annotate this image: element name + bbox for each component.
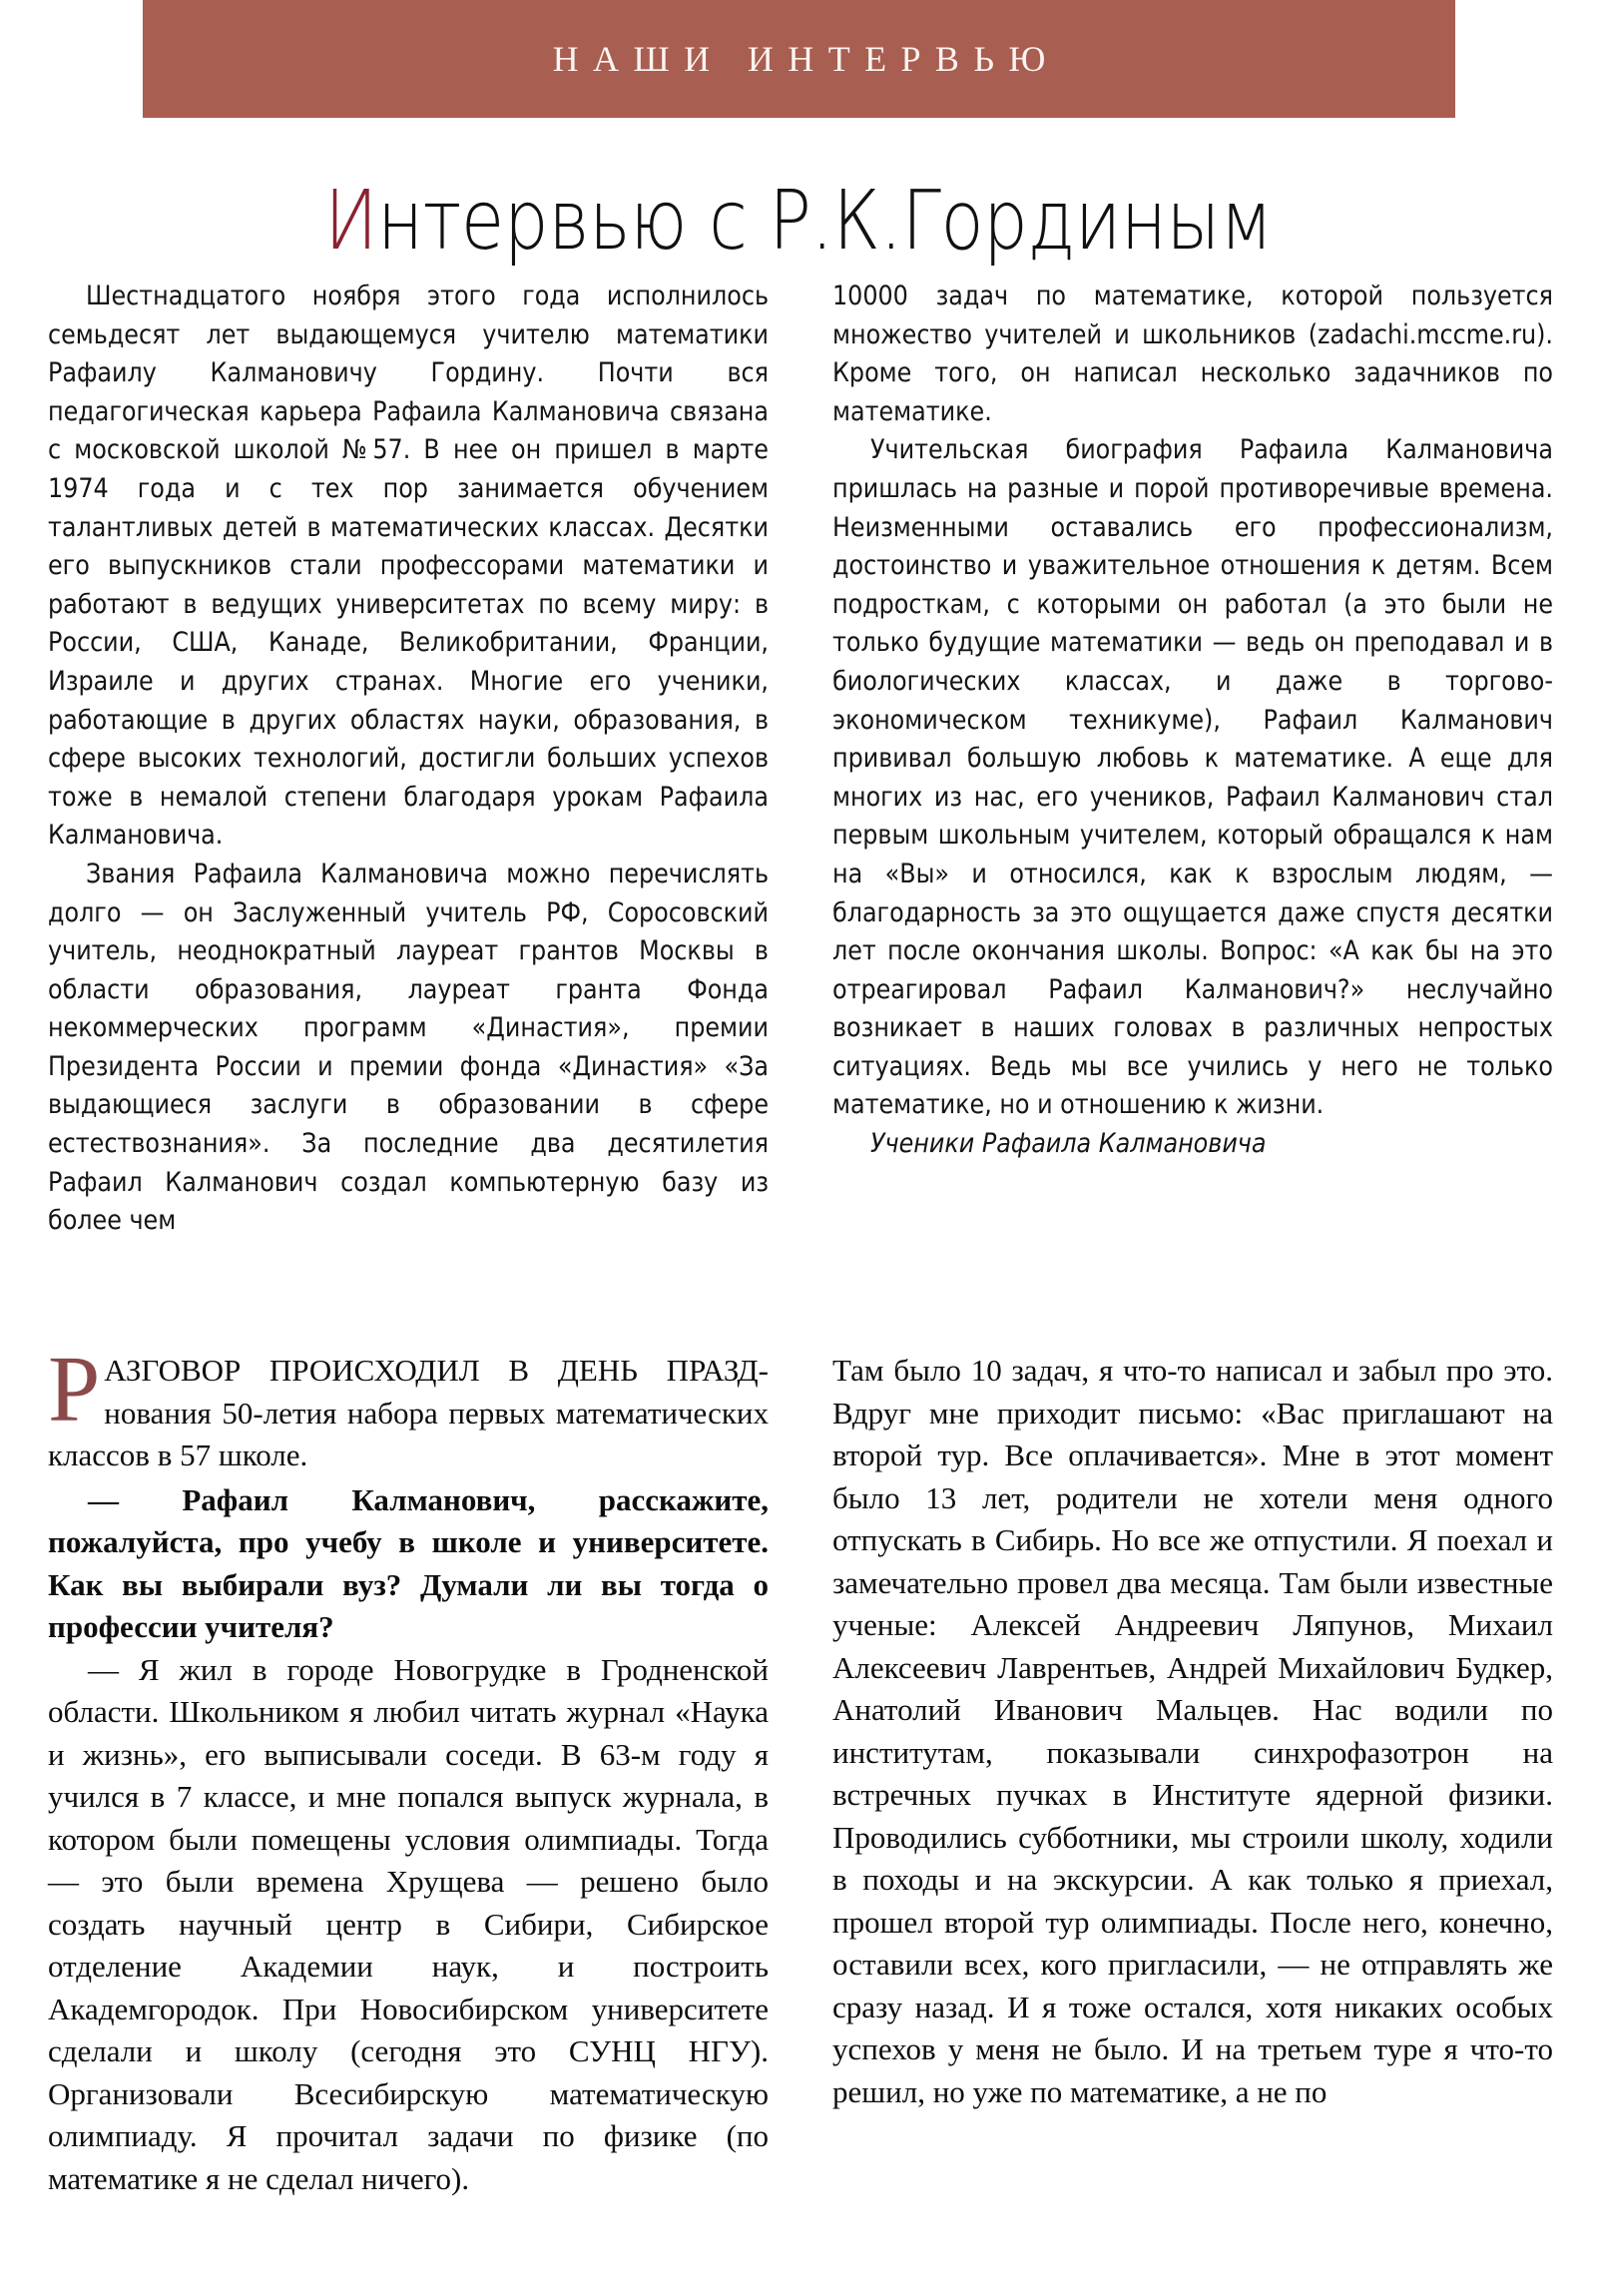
interview-answer-continued: Там было 10 задач, я что-то написал и забыл про это. Вдруг мне приходит письмо: «Вас приглашают на второй тур. Все оплачивается». Мне в этот момент было 13 лет, родители не хотели меня одного отпускать в Сибирь. Но все же отпустили. Я поехал и замечательно провел два месяца. Там были известные ученые: Алексей Андреевич Ляпунов, Михаил Алексеевич Лаврентьев, Андрей Михайлович Будкер, Анатолий Иванович Мальцев. Нас водили по институтам, показывали синхрофазотрон на встречных пучках в Институте ядерной физики. Проводились субботники, мы строили школу, ходили в походы и на экскурсии. А как только я приехал, прошел второй тур олимпиады. После него, конечно, оставили всех, кого пригласили, — не отправлять же сразу назад. И я тоже остался, хотя никаких особых успехов у меня не было. И на третьем туре я что-то решил, но уже по математике, а не по bbox=[832, 1353, 1553, 2109]
interview-lead-rest: нования 50-летия набора первых математических классов в 57 школе. bbox=[48, 1395, 769, 1472]
intro-paragraph: Звания Рафаила Калмановича можно перечислять долго — он Заслуженный учитель РФ, Соросовский учитель, неоднократный лауреат грантов Москвы в области образования, лауреат гранта Фонда некоммерческих программ «Династия», премии Президента России и премии фонда «Династия» «За выдающиеся заслуги в образовании в сфере естествознания». За последние два десятилетия Рафаил Калманович создал компьютерную базу из более чем bbox=[48, 858, 769, 1237]
intro-signature: Ученики Рафаила Калмановича bbox=[870, 1128, 1267, 1160]
section-banner bbox=[143, 0, 1455, 118]
title-drop-letter: И bbox=[324, 173, 377, 269]
title-rest: нтервью с Р.К.Гординым bbox=[376, 173, 1273, 269]
interview-answer: — Я жил в городе Новогрудке в Гродненской области. Школьником я любил читать журнал «Наука и жизнь», его выписывали соседи. В 63-м году я учился в 7 классе, и мне попался выпуск журнала, в котором были помещены условия олимпиады. Тогда — это были времена Хрущева — решено было создать научный центр в Сибири, Сибирское отделение Академии наук, и построить Академгородок. При Новосибирском университете сделали и школу (сегодня это СУНЦ НГУ). Организовали Всесибирскую математическую олимпиаду. Я прочитал задачи по физике (по математике я не сделал ничего). bbox=[48, 1651, 769, 2196]
intro-right-column bbox=[832, 278, 1553, 1241]
intro-left-column bbox=[48, 278, 769, 1241]
interview-columns bbox=[48, 1338, 1553, 2200]
interview-right-column bbox=[832, 1350, 1553, 2200]
page-title bbox=[112, 173, 1485, 269]
intro-paragraph: Шестнадцатого ноября этого года исполнилось семьдесят лет выдающемуся учителю математики Рафаилу Калмановичу Гордину. Почти вся педагогическая карьера Рафаила Калмановича связана с московской школой №57. В нее он пришел в марте 1974 года и с тех пор занимается обучением талантливых детей в математических классах. Десятки его выпускников стали профессорами математики и работают в ведущих университетах по всему миру: в России, США, Канаде, Великобритании, Франции, Израиле и других странах. Многие его ученики, работающие в других областях науки, образования, в сфере высоких технологий, достигли больших успехов тоже в немалой степени благодаря урокам Рафаила Калмановича. bbox=[48, 281, 769, 852]
intro-paragraph: 10000 задач по математике, которой пользуется множество учителей и школьников (zadachi.mccme.ru). Кроме того, он написал несколько задачников по математике. bbox=[832, 281, 1553, 427]
intro-columns bbox=[48, 278, 1553, 1241]
interview-lead-paragraph bbox=[48, 1338, 769, 1477]
drop-cap: Р bbox=[48, 1338, 101, 1441]
interview-lead-caps: АЗГОВОР ПРОИСХОДИЛ В ДЕНЬ ПРАЗД- bbox=[104, 1353, 769, 1388]
section-label: НАШИ ИНТЕРВЬЮ bbox=[552, 39, 1060, 79]
intro-paragraph: Учительская биография Рафаила Калмановича пришлась на разные и порой противоречивые времена. Неизменными оставались его профессионализм, достоинство и уважительное отношения к детям. Всем подросткам, с которыми он работал (а это были не только будущие математики — ведь он преподавал и в биологических классах, и даже в торгово-экономическом техникуме), Рафаил Калманович прививал большую любовь к математике. А еще для многих из нас, его учеников, Рафаил Калманович стал первым школьным учителем, который обращался к нам на «Вы» и относился, как к взрослым людям, — благодарность за это ощущается даже спустя десятки лет после окончания школы. Вопрос: «А как бы на это отреагировал Рафаил Калманович?» неслучайно возникает в наших головах в различных непростых ситуациях. Ведь мы все учились у него не только математике, но и отношению к жизни. bbox=[832, 434, 1553, 1121]
interview-question: — Рафаил Калманович, расскажите, пожалуйста, про учебу в школе и университете. Как вы выбирали вуз? Думали ли вы тогда о профессии учителя? bbox=[48, 1481, 769, 1644]
interview-left-column bbox=[48, 1338, 769, 2200]
